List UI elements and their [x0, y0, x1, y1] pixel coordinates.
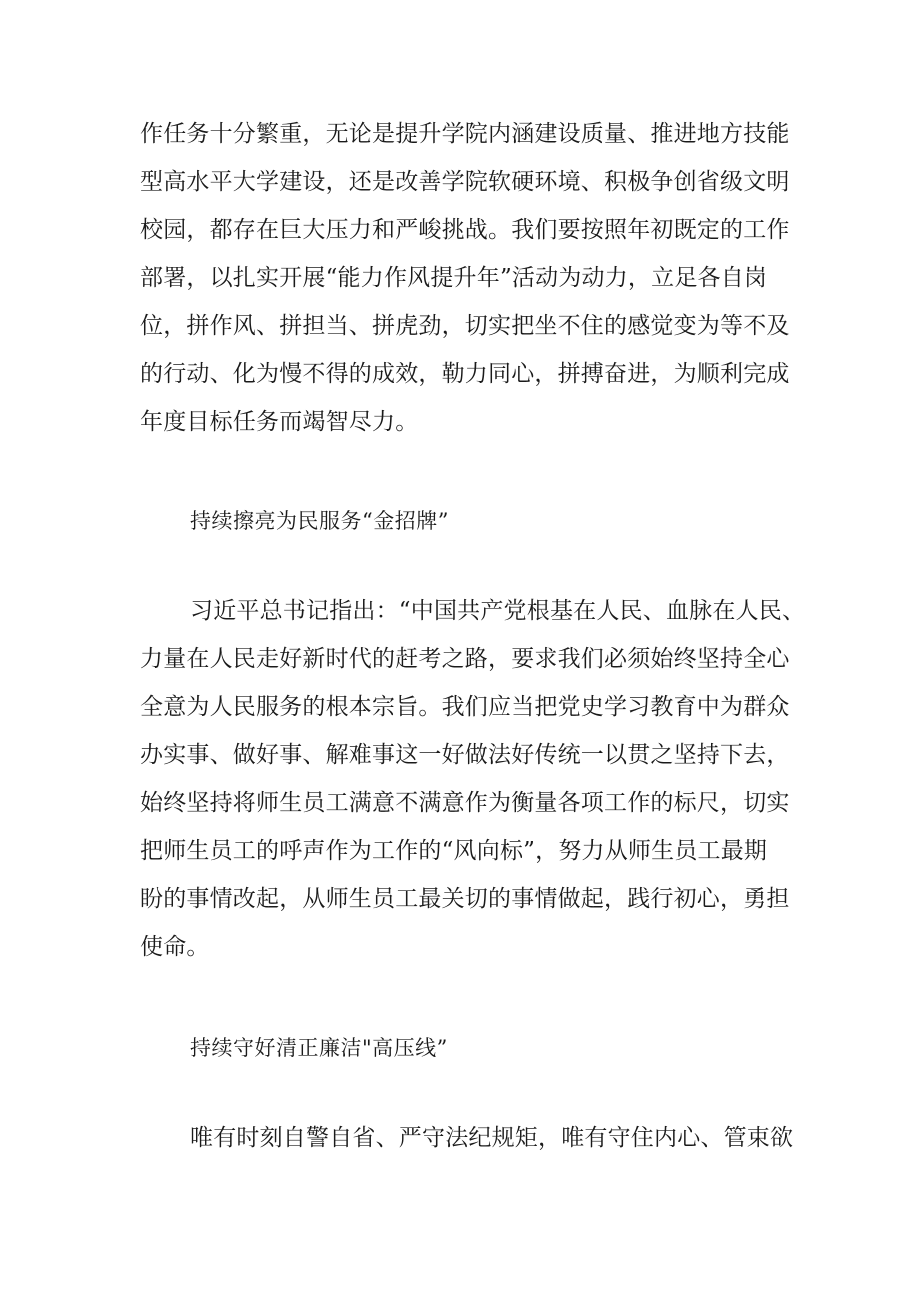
- paragraph-line: 年度目标任务而竭智尽力。: [140, 409, 419, 435]
- paragraph-3: [140, 1114, 792, 1162]
- paragraph-line: 全意为人民服务的根本宗旨。我们应当把党史学习教育中为群众: [140, 694, 790, 720]
- paragraph-line: 作任务十分繁重，无论是提升学院内涵建设质量、推进地方技能: [140, 121, 790, 147]
- paragraph-line: 始终坚持将师生员工满意不满意作为衡量各项工作的标尺，切实: [140, 790, 790, 816]
- paragraph-line: 唯有时刻自警自省、严守法纪规矩，唯有守住内心、管束欲: [190, 1125, 794, 1151]
- section-heading-2: [140, 1024, 792, 1072]
- paragraph-line: 力量在人民走好新时代的赶考之路，要求我们必须始终坚持全心: [140, 646, 790, 672]
- paragraph-line: 办实事、做好事、解难事这一好做法好传统一以贯之坚持下去，: [140, 742, 790, 768]
- paragraph-line: 使命。: [140, 934, 210, 960]
- section-heading-text: 持续擦亮为民服务“金招牌”: [190, 509, 449, 533]
- paragraph-line: 习近平总书记指出：“中国共产党根基在人民、血脉在人民、: [190, 598, 806, 624]
- section-heading-text: 持续守好清正廉洁"高压线”: [190, 1036, 448, 1060]
- paragraph-line: 校园，都存在巨大压力和严峻挑战。我们要按照年初既定的工作: [140, 217, 790, 243]
- paragraph-line: 把师生员工的呼声作为工作的“风向标”，努力从师生员工最期: [140, 838, 768, 864]
- paragraph-line: 的行动、化为慢不得的成效，勒力同心，拼搏奋进，为顺利完成: [140, 361, 790, 387]
- paragraph-1: [140, 110, 792, 446]
- paragraph-line: 部署，以扎实开展“能力作风提升年”活动为动力，立足各自岗: [140, 265, 768, 291]
- paragraph-line: 型高水平大学建设，还是改善学院软硬环境、积极争创省级文明: [140, 169, 790, 195]
- paragraph-line: 位，拼作风、拼担当、拼虎劲，切实把坐不住的感觉变为等不及: [140, 313, 790, 339]
- section-heading-1: [140, 497, 792, 545]
- paragraph-line: 盼的事情改起，从师生员工最关切的事情做起，践行初心，勇担: [140, 886, 790, 912]
- paragraph-2: [140, 587, 806, 971]
